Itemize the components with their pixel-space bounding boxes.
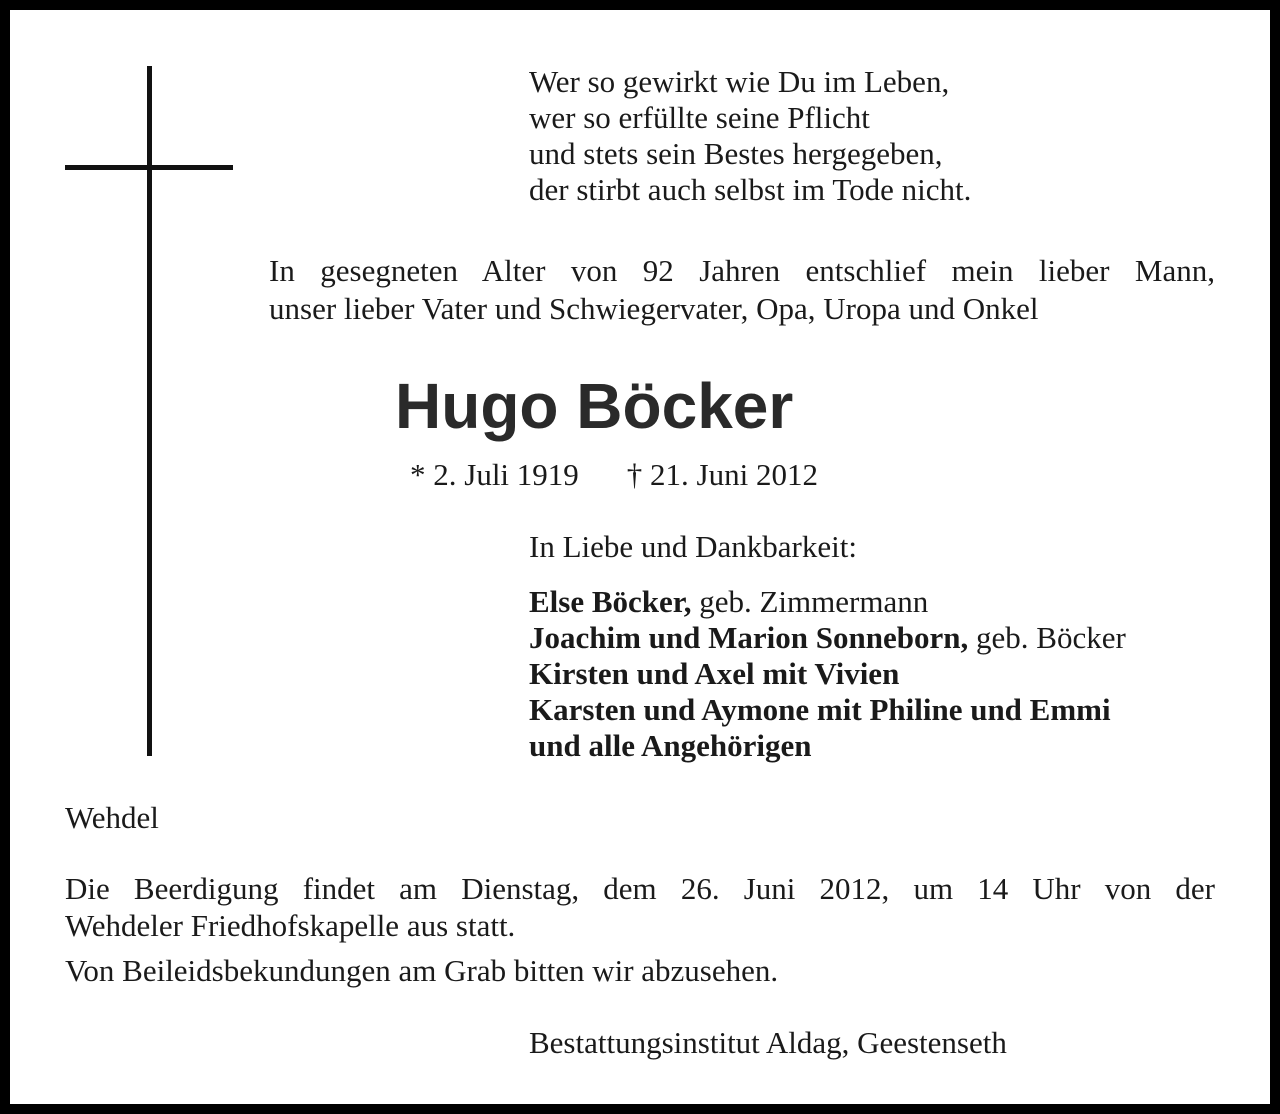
family-member-name: und alle Angehörigen [529, 728, 812, 763]
undertaker-name: Bestattungsinstitut Aldag, Geestenseth [529, 1025, 1007, 1060]
family-member [529, 584, 1126, 620]
funeral-line: Wehdeler Friedhofskapelle aus statt. [65, 908, 516, 943]
condolence-note: Von Beileidsbekundungen am Grab bitten wir abzusehen. [65, 953, 779, 988]
memorial-poem [529, 64, 971, 208]
cross-icon-crossbar [65, 165, 233, 170]
birth-date: * 2. Juli 1919 [410, 457, 579, 492]
intro-text [269, 252, 1215, 328]
intro-line: In gesegneten Alter von 92 Jahren entschlief mein lieber Mann, [269, 253, 1215, 288]
funeral-line: Die Beerdigung findet am Dienstag, dem 26. Juni 2012, um 14 Uhr von der [65, 871, 1215, 906]
family-member-suffix: geb. Böcker [968, 620, 1126, 655]
family-member [529, 728, 1126, 764]
deceased-name: Hugo Böcker [395, 370, 794, 442]
family-member-name: Joachim und Marion Sonneborn, [529, 620, 969, 655]
family-member-name: Karsten und Aymone mit Philine und Emmi [529, 692, 1111, 727]
family-member-suffix: geb. Zimmermann [691, 584, 929, 619]
family-member-name: Else Böcker, [529, 584, 692, 619]
obituary-notice [10, 10, 1270, 1104]
intro-line: unser lieber Vater und Schwiegervater, Opa, Uropa und Onkel [269, 291, 1039, 326]
family-member [529, 656, 1126, 692]
life-dates [410, 456, 818, 494]
funeral-info [65, 870, 1215, 944]
poem-line: und stets sein Bestes hergegeben, [529, 136, 943, 171]
poem-line: der stirbt auch selbst im Tode nicht. [529, 172, 972, 207]
family-member [529, 692, 1126, 728]
place-name: Wehdel [65, 800, 159, 835]
family-member [529, 620, 1126, 656]
poem-line: Wer so gewirkt wie Du im Leben, [529, 64, 950, 99]
death-date: † 21. Juni 2012 [626, 457, 818, 492]
poem-line: wer so erfüllte seine Pflicht [529, 100, 870, 135]
family-list [529, 584, 1126, 764]
thanks-line: In Liebe und Dankbarkeit: [529, 529, 857, 564]
family-member-name: Kirsten und Axel mit Vivien [529, 656, 900, 691]
